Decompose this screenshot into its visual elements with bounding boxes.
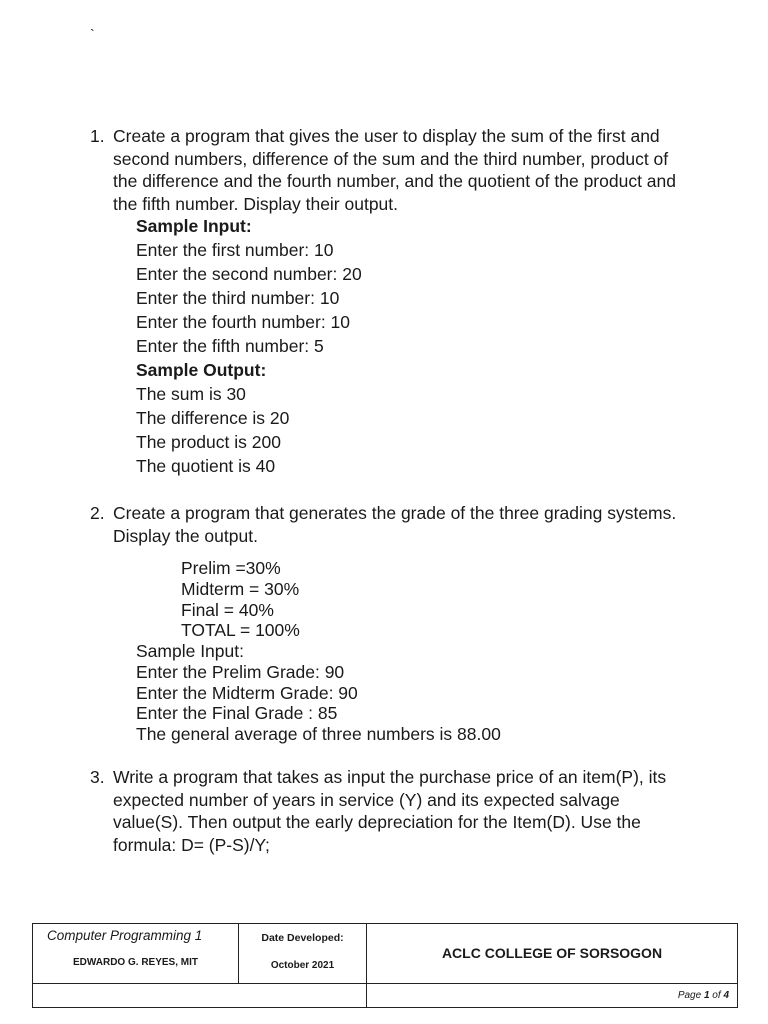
footer-page-cell [367,984,738,1008]
document-footer [32,923,738,1008]
date-developed-value: October 2021 [270,960,335,971]
sample-line: Enter the Midterm Grade: 90 [136,682,358,703]
sample-output-line: The product is 200 [136,432,281,452]
question-1-number: 1. [90,126,105,146]
sample-output-heading: Sample Output: [136,360,267,380]
question-3-text: Write a program that takes as input the purchase price of an item(P), its expected number of years in service (Y) and its expected salvage value(S). Then output the early depreciation for the Item(D). Use the formula: D= (P-S)/Y; [113,767,667,855]
footer-college-cell [367,924,738,984]
sample-output-line: The quotient is 40 [136,456,276,476]
sample-line: Enter the Final Grade : 85 [136,703,338,724]
date-developed-label: Date Developed: [261,932,344,944]
author-name: EDWARDO G. REYES, MIT [72,957,198,968]
sample-output-line: The difference is 20 [136,408,290,428]
stray-mark: ` [90,26,95,42]
sample-input-line: Enter the fifth number: 5 [136,336,324,356]
weight-line: TOTAL = 100% [181,620,300,641]
weight-line: Midterm = 30% [181,578,300,599]
sample-input-line: Enter the first number: 10 [136,240,334,260]
college-name: ACLC COLLEGE OF SORSOGON [441,944,663,961]
sample-input-line: Enter the third number: 10 [136,288,340,308]
question-2-number: 2. [90,503,105,523]
page-of: of [709,990,724,1001]
page-current: 1 [703,990,710,1001]
footer-date-cell [239,924,367,984]
question-2 [90,502,690,547]
page-number [367,984,737,1001]
footer-author-cell [33,924,239,984]
sample-line: Sample Input: [136,641,244,661]
footer-empty-cell [33,984,367,1008]
sample-input-heading: Sample Input: [136,216,252,236]
page-total: 4 [723,990,729,1001]
question-1-samples [136,214,362,478]
sample-input-line: Enter the fourth number: 10 [136,312,351,332]
question-1 [90,125,690,215]
sample-output-line: The sum is 30 [136,384,246,404]
sample-line: Enter the Prelim Grade: 90 [136,661,345,682]
page-prefix: Page [677,990,704,1001]
question-3 [90,766,690,856]
question-3-number: 3. [90,767,105,787]
weight-line: Final = 40% [181,599,274,620]
course-title: Computer Programming 1 [47,928,203,943]
sample-line: The general average of three numbers is 88.00 [136,724,501,745]
sample-input-line: Enter the second number: 20 [136,264,362,284]
question-2-samples [136,641,501,745]
question-1-text: Create a program that gives the user to display the sum of the first and second numbers, difference of the sum and the third number, product of the difference and the fourth number, and the quotient of the product and the fifth number. Display their output. [113,126,677,214]
grade-weights [181,558,300,641]
question-2-text: Create a program that generates the grade of the three grading systems. Display the output. [113,503,677,546]
weight-line: Prelim =30% [181,558,281,578]
